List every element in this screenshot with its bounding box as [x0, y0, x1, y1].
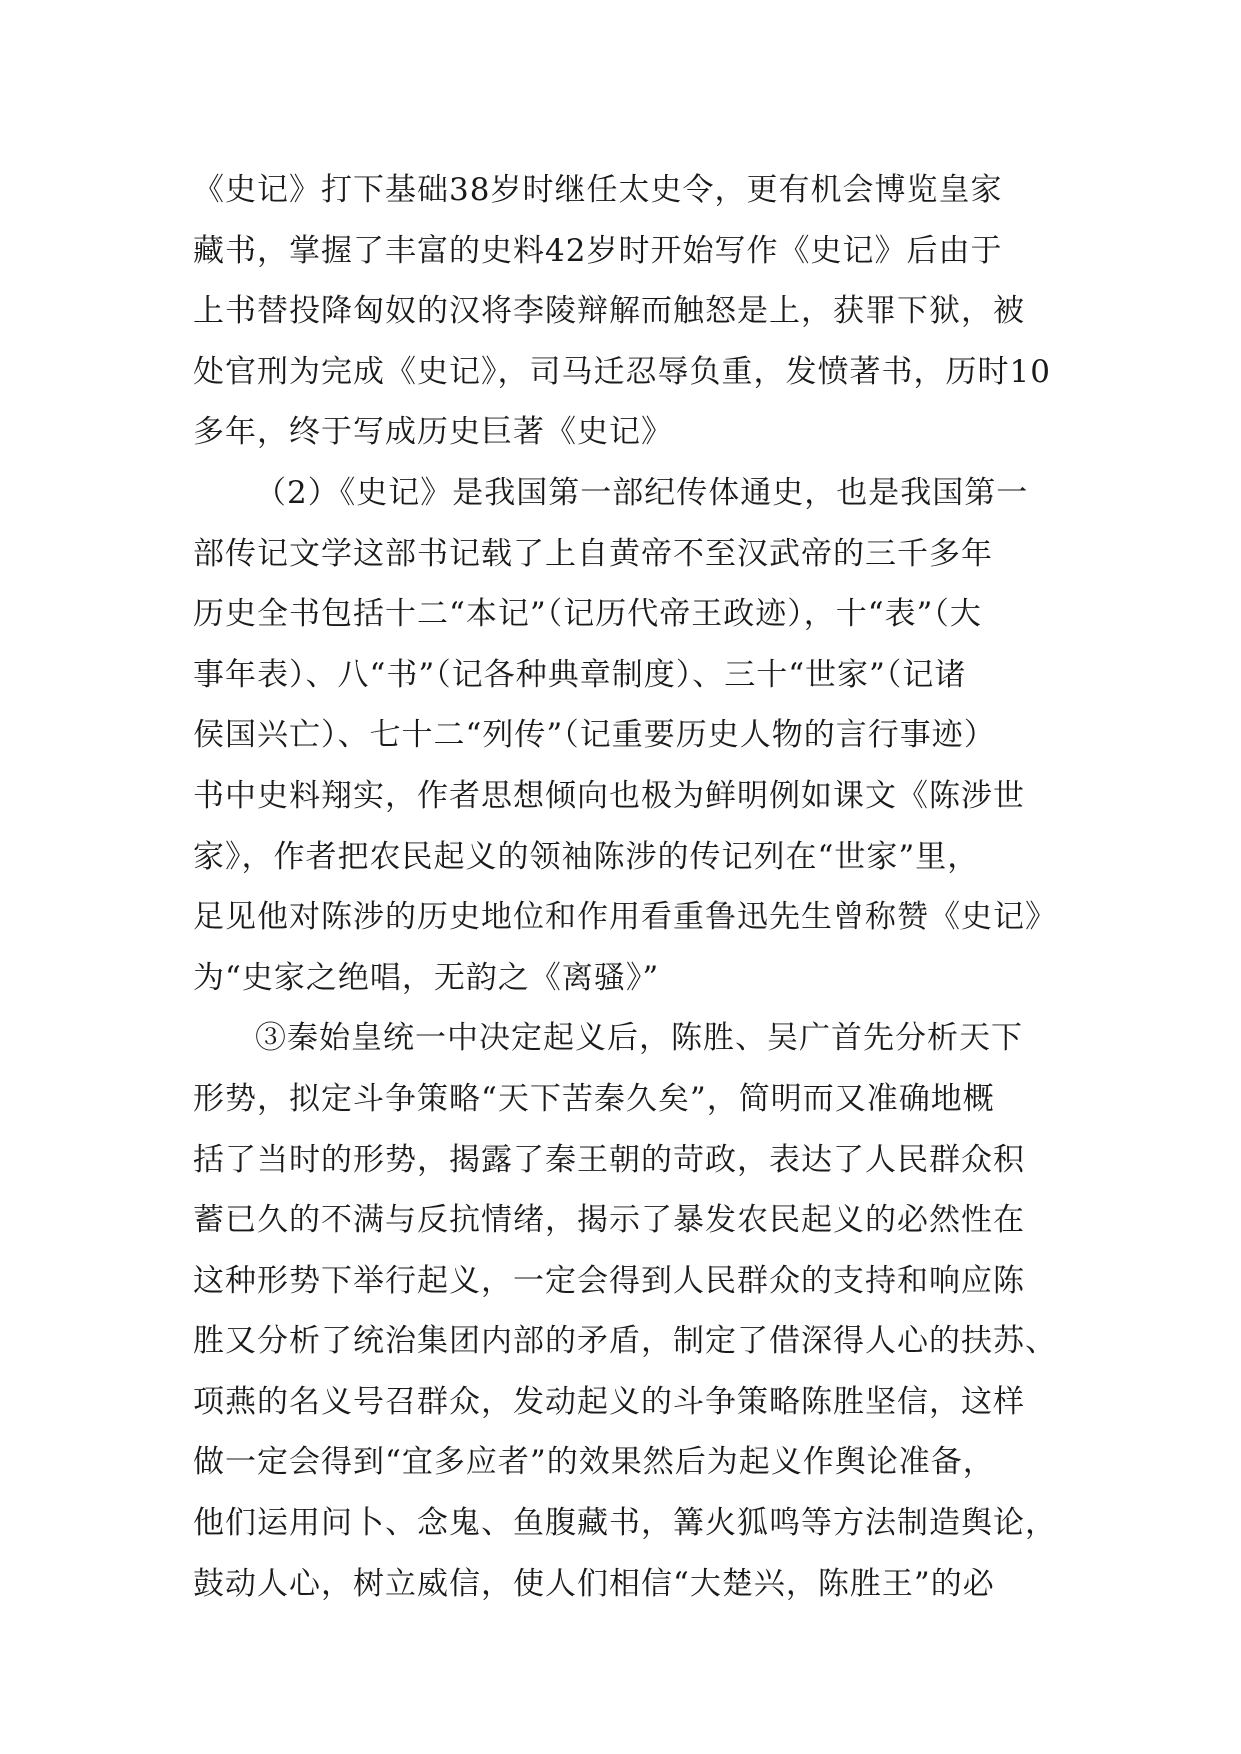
- paragraph-first-line: ③秦始皇统一中决定起义后，陈胜、吴广首先分析天下: [255, 1020, 1023, 1057]
- text-line: 为“史家之绝唱，无韵之《离骚》”: [193, 959, 660, 996]
- text-line: 足见他对陈涉的历史地位和作用看重鲁迅先生曾称赞《史记》: [193, 899, 1057, 936]
- text-line: 胜又分析了统治集团内部的矛盾，制定了借深得人心的扶苏、: [193, 1323, 1057, 1360]
- text-line: 家》，作者把农民起义的领袖陈涉的传记列在“世家”里，: [193, 838, 980, 875]
- text-line: 项燕的名义号召群众，发动起义的斗争策略陈胜坚信，这样: [193, 1383, 1025, 1420]
- text-line: 历史全书包括十二“本记”（记历代帝王政迹），十“表”（大: [193, 596, 982, 633]
- text-line: 他们运用问卜、念鬼、鱼腹藏书，篝火狐鸣等方法制造舆论，: [193, 1505, 1057, 1542]
- text-line: 事年表）、八“书”（记各种典章制度）、三十“世家”（记诸: [193, 656, 967, 693]
- text-line: 形势，拟定斗争策略“天下苦秦久矣”，简明而又准确地概: [193, 1080, 995, 1117]
- text-line: 部传记文学这部书记载了上自黄帝不至汉武帝的三千多年: [193, 535, 993, 572]
- text-line: 多年，终于写成历史巨著《史记》: [193, 414, 673, 451]
- text-line: 鼓动人心，树立威信，使人们相信“大楚兴，陈胜王”的必: [193, 1565, 995, 1602]
- text-line: 上书替投降匈奴的汉将李陵辩解而触怒是上，获罪下狱，被: [193, 293, 1025, 330]
- text-line: 藏书，掌握了丰富的史料42岁时开始写作《史记》后由于: [193, 232, 1003, 269]
- paragraph-first-line: （2）《史记》是我国第一部纪传体通史，也是我国第一: [255, 474, 1029, 511]
- text-line: 侯国兴亡）、七十二“列传”（记重要历史人物的言行事迹）: [193, 717, 996, 754]
- text-line: 括了当时的形势，揭露了秦王朝的苛政，表达了人民群众积: [193, 1141, 1025, 1178]
- text-line: 蓄已久的不满与反抗情绪，揭示了暴发农民起义的必然性在: [193, 1202, 1025, 1239]
- body-text: [193, 160, 1073, 1614]
- text-line: 书中史料翔实，作者思想倾向也极为鲜明例如课文《陈涉世: [193, 777, 1025, 814]
- text-line: 处官刑为完成《史记》，司马迁忍辱负重，发愤著书，历时10: [193, 353, 1051, 390]
- text-line: 《史记》打下基础38岁时继任太史令，更有机会博览皇家: [193, 172, 1003, 208]
- text-line: 做一定会得到“宜多应者”的效果然后为起义作舆论准备，: [193, 1444, 995, 1481]
- text-line: 这种形势下举行起义，一定会得到人民群众的支持和响应陈: [193, 1262, 1025, 1299]
